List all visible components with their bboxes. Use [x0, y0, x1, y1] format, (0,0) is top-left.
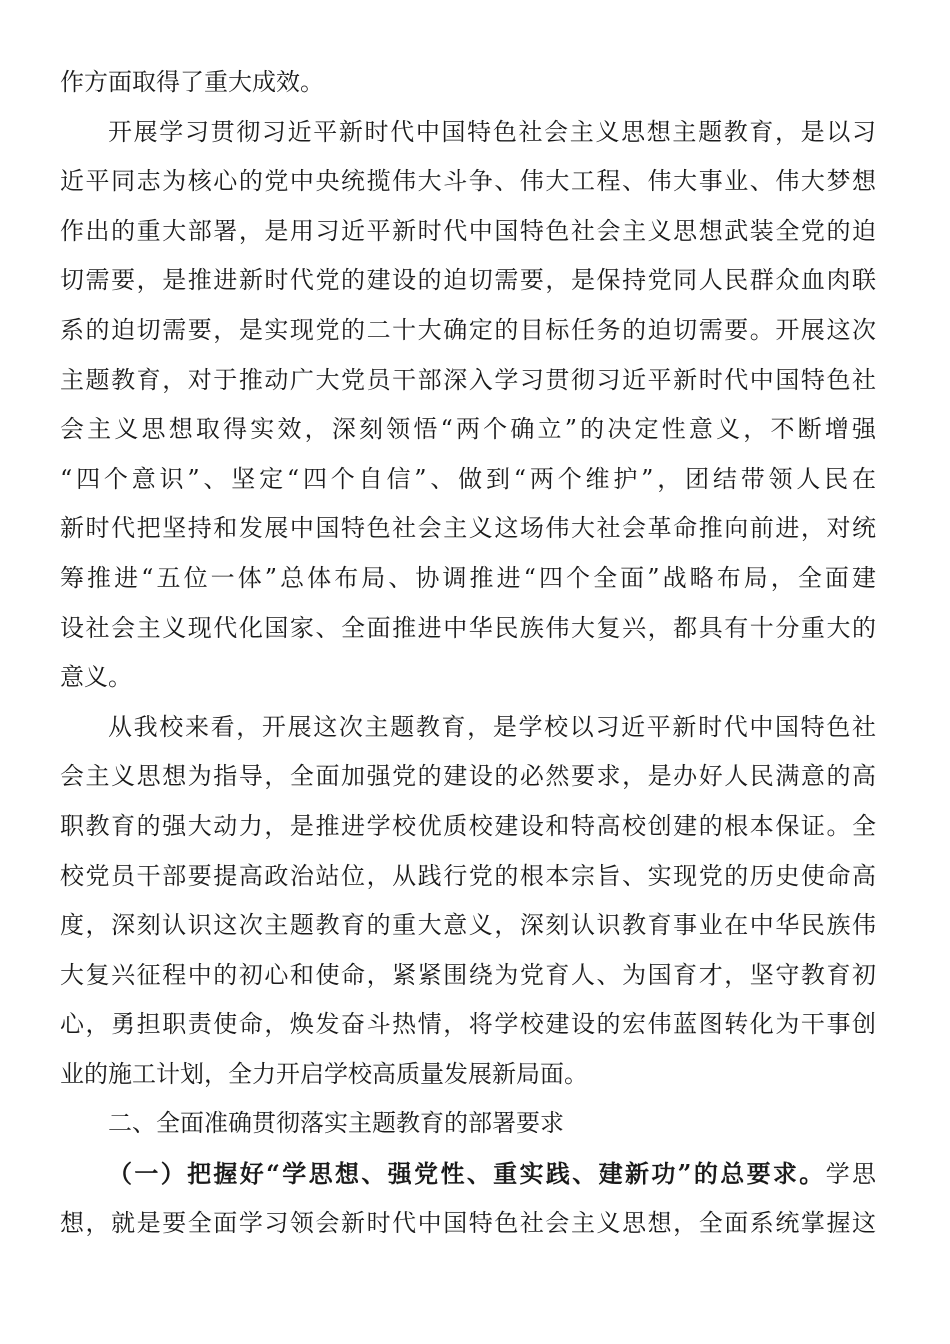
text-line: 设社会主义现代化国家、全面推进中华民族伟大复兴，都具有十分重大的: [60, 613, 876, 642]
subsection-line: [60, 1149, 876, 1199]
text-line: 想，就是要全面学习领会新时代中国特色社会主义思想，全面系统掌握这: [60, 1208, 876, 1237]
text-line: 会主义思想为指导，全面加强党的建设的必然要求，是办好人民满意的高: [60, 762, 876, 791]
text-line: 作方面取得了重大成效。: [60, 68, 324, 96]
section-heading: 二、全面准确贯彻落实主题教育的部署要求: [108, 1109, 564, 1138]
text-line: 作出的重大部署，是用习近平新时代中国特色社会主义思想武装全党的迫: [60, 216, 876, 245]
text-line: 大复兴征程中的初心和使命，紧紧围绕为党育人、为国育才，坚守教育初: [60, 960, 876, 989]
text-line: 度，深刻认识这次主题教育的重大意义，深刻认识教育事业在中华民族伟: [60, 911, 876, 940]
subsection-heading: （一）把握好“学思想、强党性、重实践、建新功”的总要求。: [108, 1159, 826, 1189]
paragraph-start: 开展学习贯彻习近平新时代中国特色社会主义思想主题教育，是以习: [108, 117, 876, 146]
text-line: 近平同志为核心的党中央统揽伟大斗争、伟大工程、伟大事业、伟大梦想: [60, 167, 876, 196]
text-line: 业的施工计划，全力开启学校高质量发展新局面。: [60, 1059, 588, 1088]
text-line: 筹推进“五位一体”总体布局、协调推进“四个全面”战略布局，全面建: [60, 563, 876, 592]
text-line: “四个意识”、坚定“四个自信”、做到“两个维护”，团结带领人民在: [60, 464, 876, 493]
text-line: 意义。: [60, 663, 132, 692]
text-line: 校党员干部要提高政治站位，从践行党的根本宗旨、实现党的历史使命高: [60, 861, 876, 890]
text-line: 系的迫切需要，是实现党的二十大确定的目标任务的迫切需要。开展这次: [60, 315, 876, 344]
text-line: 主题教育，对于推动广大党员干部深入学习贯彻习近平新时代中国特色社: [60, 365, 876, 394]
text-line: 切需要，是推进新时代党的建设的迫切需要，是保持党同人民群众血肉联: [60, 266, 876, 295]
paragraph-start: 从我校来看，开展这次主题教育，是学校以习近平新时代中国特色社: [108, 712, 876, 741]
text-line: 职教育的强大动力，是推进学校优质校建设和特高校创建的根本保证。全: [60, 811, 876, 840]
subsection-text: 学思: [825, 1160, 876, 1189]
text-line: 心，勇担职责使命，焕发奋斗热情，将学校建设的宏伟蓝图转化为干事创: [60, 1010, 876, 1039]
document-page: [60, 58, 876, 1248]
text-line: 会主义思想取得实效，深刻领悟“两个确立”的决定性意义，不断增强: [60, 415, 876, 444]
text-line: 新时代把坚持和发展中国特色社会主义这场伟大社会革命推向前进，对统: [60, 514, 876, 543]
